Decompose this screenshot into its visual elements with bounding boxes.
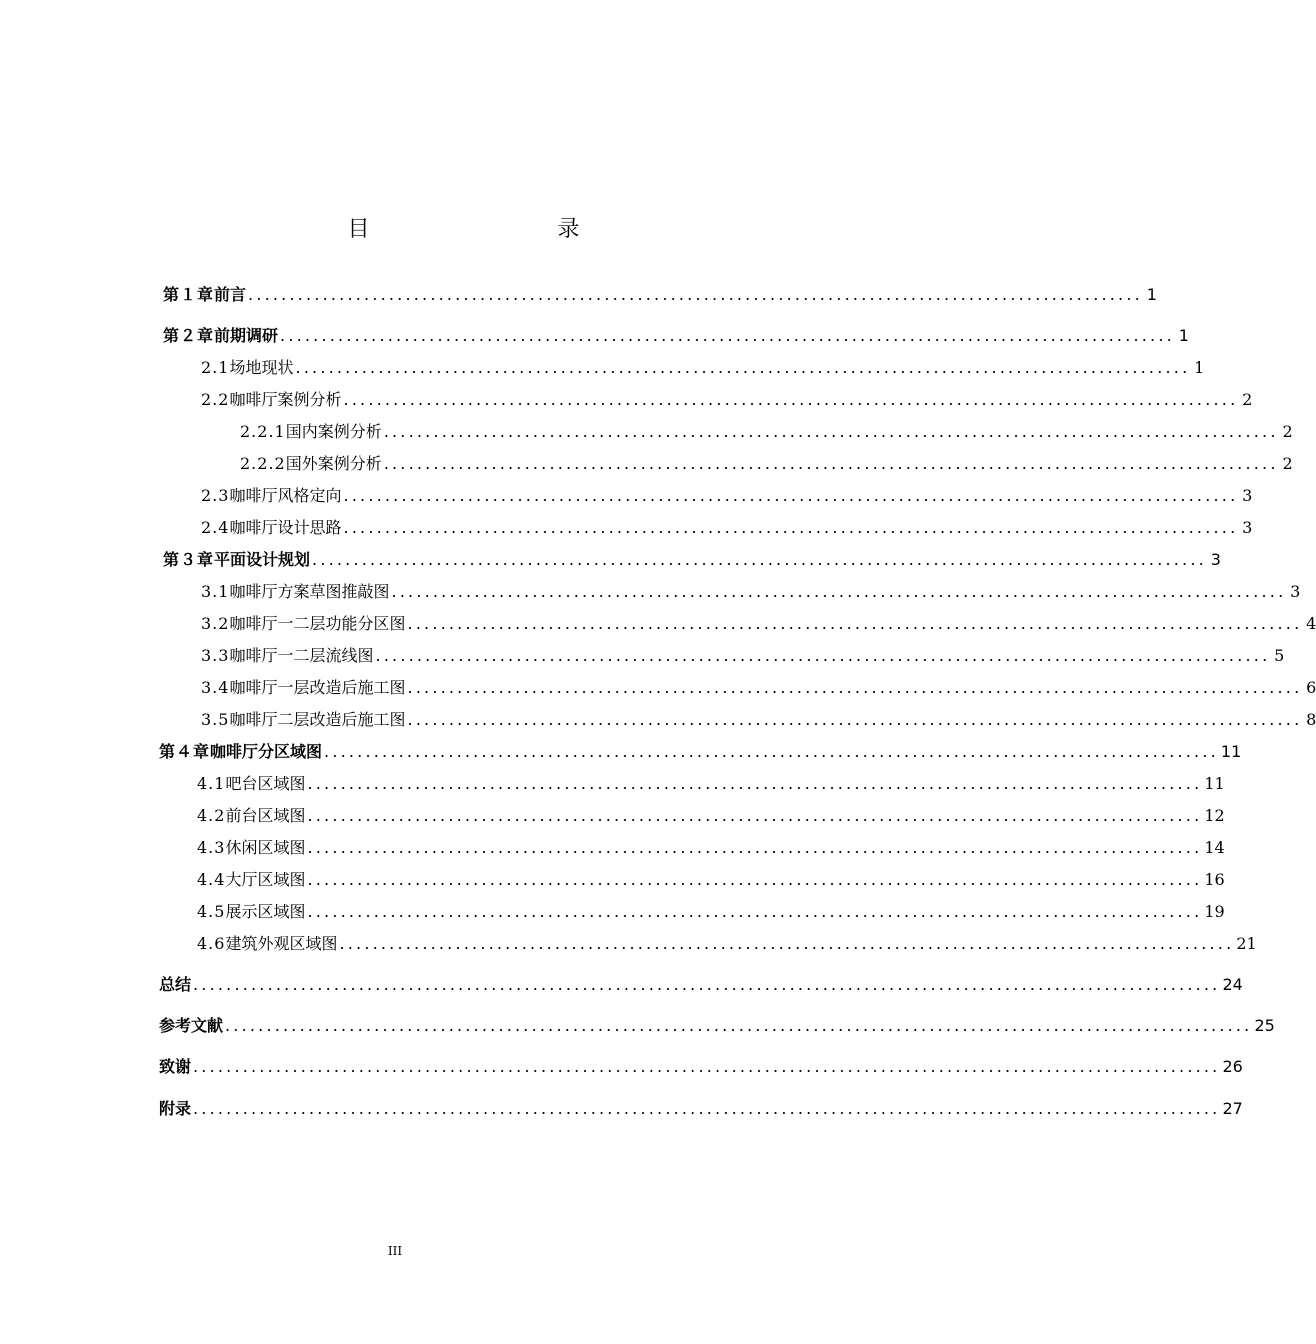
- toc-entry-title: 致谢: [159, 1057, 192, 1076]
- toc-entry-title: 咖啡厅设计思路: [229, 518, 342, 537]
- toc-entry-section[interactable]: [197, 801, 1225, 827]
- toc-entry-page: 3: [1210, 550, 1221, 569]
- toc-entry-number: 3.2: [201, 614, 230, 633]
- toc-entry-page: 14: [1204, 838, 1225, 857]
- toc-entry-number: 3.1: [201, 582, 230, 601]
- toc-leader-dots: ............................................................................................................: [307, 806, 1203, 825]
- toc-entry-number: 2.2.1: [240, 422, 286, 441]
- toc-entry-number: 3.5: [201, 710, 230, 729]
- toc-entry-number: 2.3: [201, 486, 230, 505]
- toc-entry-page: 3: [1242, 486, 1253, 505]
- toc-entry-title: 咖啡厅二层改造后施工图: [229, 710, 406, 729]
- toc-entry-section[interactable]: [197, 833, 1225, 859]
- toc-leader-dots: ............................................................................................................: [307, 902, 1203, 921]
- toc-entry-page: 24: [1222, 975, 1243, 994]
- toc-entry-section[interactable]: [201, 609, 1316, 635]
- toc-entry-title: 大厅区域图: [225, 870, 306, 889]
- toc-entry-number: 3.4: [201, 678, 230, 697]
- toc-leader-dots: ............................................................................................................: [407, 678, 1303, 697]
- toc-entry-title: 咖啡厅分区域图: [210, 742, 323, 761]
- toc-leader-dots: ............................................................................................................: [295, 358, 1191, 377]
- toc-entry-number: 3.3: [201, 646, 230, 665]
- toc-entry-number: 第１章: [163, 285, 215, 304]
- toc-entry-number: 4.5: [197, 902, 226, 921]
- toc-entry-page: 11: [1220, 742, 1242, 761]
- toc-entry-number: 4.3: [197, 838, 226, 857]
- toc-leader-dots: ............................................................................................................: [375, 646, 1271, 665]
- toc-entry-number: 2.1: [201, 358, 230, 377]
- toc-entry-page: 21: [1236, 934, 1257, 953]
- toc-entry-number: 第２章: [163, 326, 215, 345]
- toc-entry-page: 27: [1222, 1099, 1243, 1118]
- toc-entry-title: 国外案例分析: [285, 454, 382, 473]
- toc-entry-appendix[interactable]: [159, 1094, 1243, 1120]
- toc-entry-section[interactable]: [201, 673, 1316, 699]
- toc-entry-number: 第４章: [159, 742, 211, 761]
- toc-entry-title: 参考文献: [159, 1016, 224, 1035]
- toc-entry-title: 场地现状: [229, 358, 294, 377]
- toc-entry-chapter-3[interactable]: [163, 545, 1221, 571]
- toc-entry-summary[interactable]: [159, 970, 1243, 996]
- toc-entry-page: 1: [1146, 285, 1157, 304]
- toc-entry-title: 咖啡厅一二层流线图: [229, 646, 374, 665]
- toc-leader-dots: ............................................................................................................: [312, 550, 1207, 569]
- toc-entry-acknowledgements[interactable]: [159, 1052, 1243, 1078]
- toc-entry-number: 4.4: [197, 870, 226, 889]
- toc-entry-page: 2: [1282, 454, 1293, 473]
- toc-entry-page: 12: [1204, 806, 1225, 825]
- toc-entry-section[interactable]: [201, 705, 1316, 731]
- toc-entry-chapter-2[interactable]: [163, 321, 1189, 347]
- toc-leader-dots: ............................................................................................................: [339, 934, 1235, 953]
- toc-entry-title: 吧台区域图: [225, 774, 306, 793]
- toc-leader-dots: ............................................................................................................: [343, 486, 1239, 505]
- toc-entry-number: 4.2: [197, 806, 226, 825]
- toc-entry-title: 咖啡厅一二层功能分区图: [229, 614, 406, 633]
- toc-entry-number: 4.6: [197, 934, 226, 953]
- toc-entry-title: 咖啡厅风格定向: [229, 486, 342, 505]
- toc-leader-dots: ............................................................................................................................: [193, 1057, 1221, 1076]
- toc-entry-page: 19: [1204, 902, 1225, 921]
- toc-entry-page: 2: [1242, 390, 1253, 409]
- toc-leader-dots: ............................................................................................................: [407, 710, 1303, 729]
- page-number: III: [387, 1244, 403, 1258]
- toc-entry-section[interactable]: [201, 513, 1253, 539]
- toc-entry-title: 休闲区域图: [225, 838, 306, 857]
- toc-leader-dots: ............................................................................................................: [307, 774, 1203, 793]
- toc-entry-title: 咖啡厅案例分析: [229, 390, 342, 409]
- toc-entry-number: 4.1: [197, 774, 226, 793]
- toc-entry-page: 26: [1222, 1057, 1243, 1076]
- toc-entry-number: 第３章: [163, 550, 215, 569]
- toc-entry-section[interactable]: [197, 897, 1225, 923]
- toc-leader-dots: ............................................................................................................: [383, 454, 1279, 473]
- toc-entry-page: 6: [1306, 678, 1316, 697]
- toc-leader-dots: ............................................................................................................: [343, 518, 1239, 537]
- toc-leader-dots: ............................................................................................................: [248, 285, 1143, 304]
- toc-entry-section[interactable]: [201, 353, 1205, 379]
- toc-entry-title: 前期调研: [214, 326, 279, 345]
- toc-entry-page: 8: [1306, 710, 1316, 729]
- toc-entry-section[interactable]: [201, 385, 1253, 411]
- toc-entry-title: 咖啡厅一层改造后施工图: [229, 678, 406, 697]
- toc-entry-chapter-4[interactable]: [159, 737, 1242, 763]
- toc-entry-section[interactable]: [197, 769, 1225, 795]
- toc-entry-title: 总结: [159, 975, 192, 994]
- toc-entry-page: 11: [1204, 774, 1225, 793]
- toc-entry-subsection[interactable]: [240, 417, 1293, 443]
- toc-entry-title: 展示区域图: [225, 902, 306, 921]
- toc-entry-number: 2.4: [201, 518, 230, 537]
- toc-leader-dots: ............................................................................................................: [307, 870, 1203, 889]
- toc-entry-page: 1: [1178, 326, 1189, 345]
- toc-leader-dots: ............................................................................................................: [391, 582, 1287, 601]
- toc-entry-page: 16: [1204, 870, 1225, 889]
- toc-entry-page: 1: [1194, 358, 1205, 377]
- toc-entry-title: 咖啡厅方案草图推敲图: [229, 582, 390, 601]
- toc-entry-section[interactable]: [201, 481, 1253, 507]
- toc-entry-chapter-1[interactable]: [163, 280, 1157, 306]
- toc-entry-section[interactable]: [197, 929, 1257, 955]
- toc-leader-dots: ............................................................................................................................: [193, 975, 1221, 994]
- toc-entry-title: 国内案例分析: [285, 422, 382, 441]
- toc-entry-title: 平面设计规划: [214, 550, 311, 569]
- toc-entry-title: 建筑外观区域图: [225, 934, 338, 953]
- toc-leader-dots: ............................................................................................................: [280, 326, 1175, 345]
- toc-leader-dots: ............................................................................................................: [407, 614, 1303, 633]
- toc-entry-page: 3: [1290, 582, 1301, 601]
- toc-leader-dots: ............................................................................................................: [383, 422, 1279, 441]
- toc-entry-title: 前台区域图: [225, 806, 306, 825]
- toc-entry-page: 4: [1306, 614, 1316, 633]
- toc-entry-page: 2: [1282, 422, 1293, 441]
- toc-entry-page: 3: [1242, 518, 1253, 537]
- toc-leader-dots: ............................................................................................................: [307, 838, 1203, 857]
- toc-entry-page: 25: [1254, 1016, 1275, 1035]
- toc-entry-section[interactable]: [197, 865, 1225, 891]
- toc-entry-title: 附录: [159, 1099, 192, 1118]
- toc-entry-title: 前言: [214, 285, 247, 304]
- toc-leader-dots: ............................................................................................................................: [225, 1016, 1253, 1035]
- toc-entry-number: 2.2.2: [240, 454, 286, 473]
- toc-entry-section[interactable]: [201, 577, 1301, 603]
- toc-entry-references[interactable]: [159, 1011, 1275, 1037]
- toc-leader-dots: ............................................................................................................: [343, 390, 1239, 409]
- toc-entry-subsection[interactable]: [240, 449, 1293, 475]
- toc-entry-section[interactable]: [201, 641, 1285, 667]
- toc-leader-dots: ............................................................................................................................: [193, 1099, 1221, 1118]
- toc-entry-page: 5: [1274, 646, 1285, 665]
- toc-entry-number: 2.2: [201, 390, 230, 409]
- toc-leader-dots: ............................................................................................................: [324, 742, 1219, 761]
- page-title: 目 录: [347, 217, 628, 242]
